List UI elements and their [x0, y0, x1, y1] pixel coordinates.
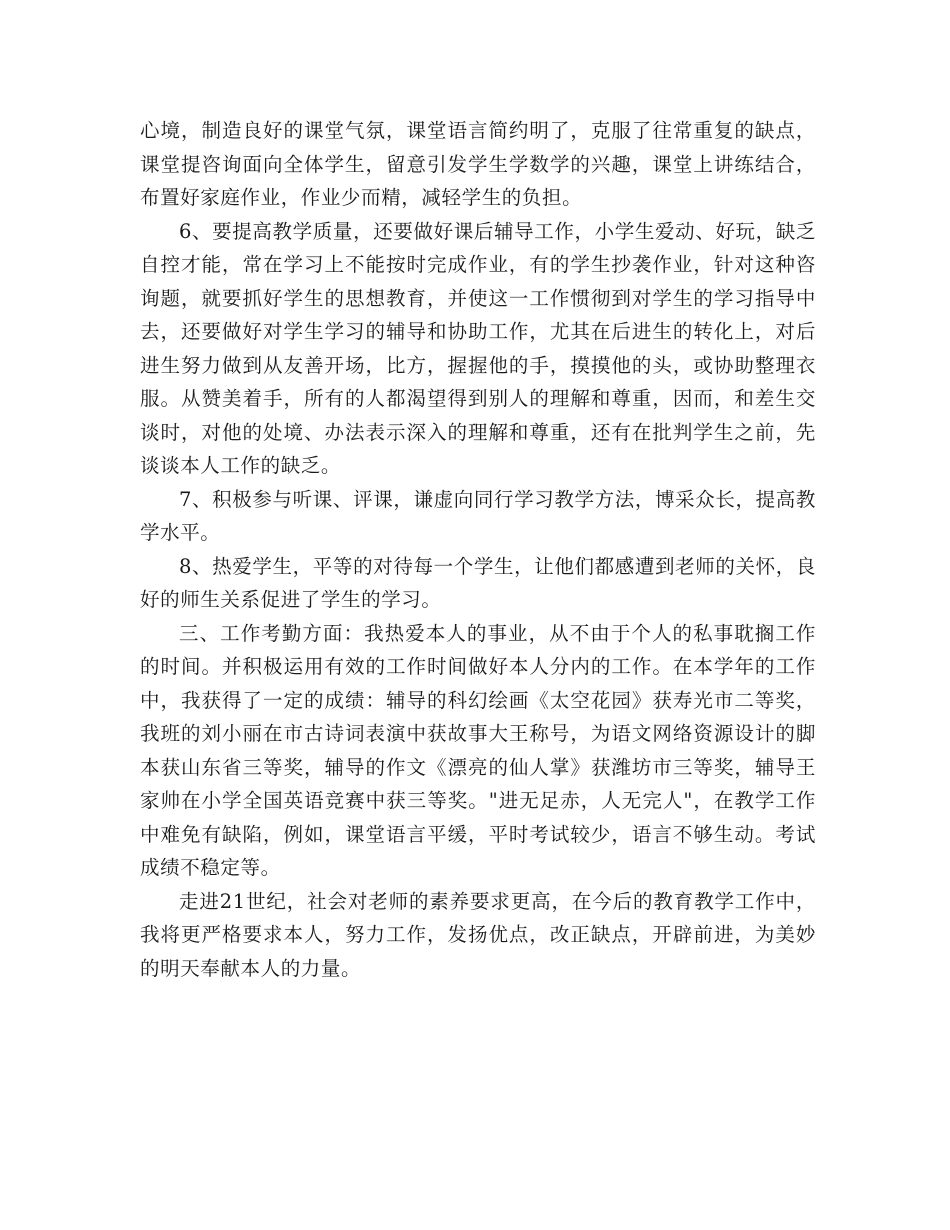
paragraph-3: 7、积极参与听课、评课，谦虚向同行学习教学方法，博采众长，提高教学水平。	[140, 487, 816, 544]
paragraph-1: 心境，制造良好的课堂气氛，课堂语言简约明了，克服了往常重复的缺点，课堂提咨询面向全体学生，留意引发学生学数学的兴趣，课堂上讲练结合，布置好家庭作业，作业少而精，减轻学生的负担。	[140, 119, 816, 209]
paragraph-2: 6、要提高教学质量，还要做好课后辅导工作，小学生爱动、好玩，缺乏自控才能，常在学习上不能按时完成作业，有的学生抄袭作业，针对这种咨询题，就要抓好学生的思想教育，并使这一工作惯彻到对学生的学习指导中去，还要做好对学生学习的辅导和协助工作，尤其在后进生的转化上，对后进生努力做到从友善开场，比方，握握他的手，摸摸他的头，或协助整理衣服。从赞美着手，所有的人都渴望得到别人的理解和尊重，因而，和差生交谈时，对他的处境、办法表示深入的理解和尊重，还有在批判学生之前，先谈谈本人工作的缺乏。	[140, 219, 816, 477]
paragraph-5: 三、工作考勤方面：我热爱本人的事业，从不由于个人的私事耽搁工作的时间。并积极运用有效的工作时间做好本人分内的工作。在本学年的工作中，我获得了一定的成绩：辅导的科幻绘画《太空花园》获寿光市二等奖，我班的刘小丽在市古诗词表演中获故事大王称号，为语文网络资源设计的脚本获山东省三等奖，辅导的作文《漂亮的仙人掌》获潍坊市三等奖，辅导王家帅在小学全国英语竞赛中获三等奖。"进无足赤，人无完人"，在教学工作中难免有缺陷，例如，课堂语言平缓，平时考试较少，语言不够生动。考试成绩不稳定等。	[140, 621, 816, 879]
document-body	[140, 114, 816, 985]
paragraph-6: 走进21世纪，社会对老师的素养要求更高，在今后的教育教学工作中，我将更严格要求本人，努力工作，发扬优点，改正缺点，开辟前进，为美妙的明天奉献本人的力量。	[140, 889, 816, 980]
paragraph-4: 8、热爱学生，平等的对待每一个学生，让他们都感遭到老师的关怀，良好的师生关系促进了学生的学习。	[140, 554, 816, 611]
